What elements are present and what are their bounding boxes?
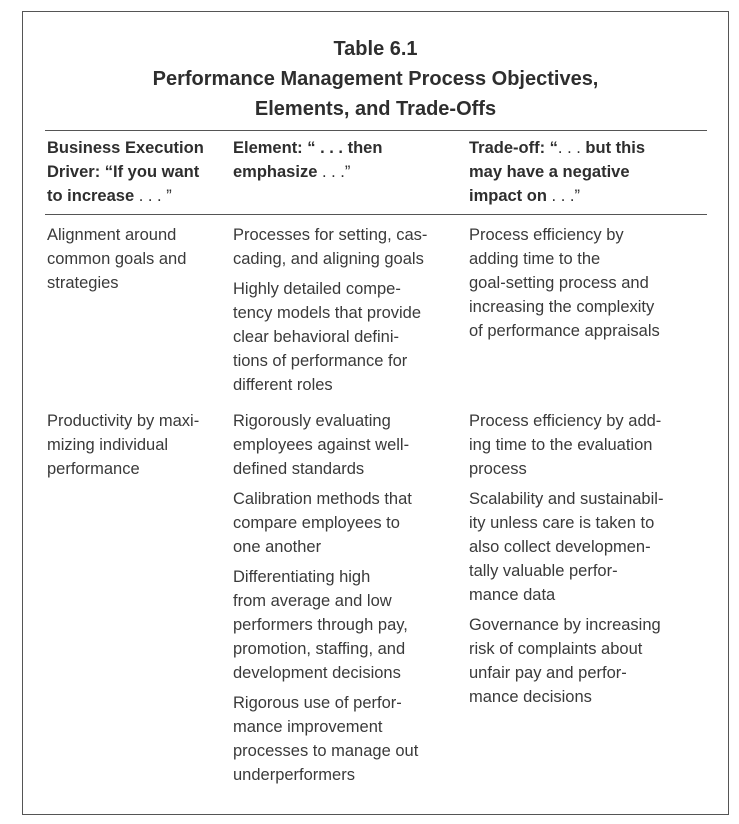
cell-line: clear behavioral defini-	[233, 328, 400, 346]
cell-line: also collect developmen-	[469, 538, 651, 556]
header-text: Trade-off: “	[469, 139, 558, 157]
cell-line: ing time to the evaluation	[469, 436, 653, 454]
element-cell	[233, 223, 458, 403]
cell-line: different roles	[233, 376, 333, 394]
table-title-line: Performance Management Process Objectives,	[152, 68, 599, 90]
element-item	[233, 691, 458, 787]
header-line	[469, 184, 704, 208]
header-line: Driver: “If you want	[47, 163, 200, 181]
header-ellipsis: . . .	[557, 139, 581, 157]
header-ellipsis: . . . ”	[134, 187, 172, 205]
header-text: to increase	[47, 187, 135, 205]
tradeoff-cell	[469, 409, 704, 715]
cell-line: tency models that provide	[233, 304, 422, 322]
driver-cell	[47, 223, 227, 295]
cell-line: Differentiating high	[233, 568, 371, 586]
cell-line: unfair pay and perfor-	[469, 664, 627, 682]
element-cell	[233, 409, 458, 793]
cell-line: common goals and	[47, 250, 187, 268]
element-item	[233, 223, 458, 271]
cell-line: Productivity by maxi-	[47, 412, 200, 430]
cell-line: adding time to the	[469, 250, 601, 268]
header-line: Business Execution	[47, 139, 204, 157]
header-ellipsis: . . .”	[317, 163, 351, 181]
cell-line: cading, and aligning goals	[233, 250, 424, 268]
header-text: impact on	[469, 187, 547, 205]
header-top-rule	[45, 130, 707, 131]
cell-line: Scalability and sustainabil-	[469, 490, 664, 508]
cell-line: mance improvement	[233, 718, 383, 736]
element-item	[233, 565, 458, 685]
tradeoff-item	[469, 409, 704, 481]
cell-line: ity unless care is taken to	[469, 514, 655, 532]
cell-line: underperformers	[233, 766, 355, 784]
cell-line: promotion, staffing, and	[233, 640, 406, 658]
cell-line: of performance appraisals	[469, 322, 660, 340]
header-line	[47, 184, 227, 208]
cell-line: Governance by increasing	[469, 616, 661, 634]
header-line: Element: “ . . . then	[233, 139, 383, 157]
table-caption	[23, 34, 728, 124]
header-text: but this	[580, 139, 645, 157]
table-title	[96, 64, 656, 124]
header-element	[233, 136, 458, 184]
tradeoff-item	[469, 613, 704, 709]
cell-line: Process efficiency by add-	[469, 412, 662, 430]
header-text: emphasize	[233, 163, 318, 181]
cell-line: mance decisions	[469, 688, 592, 706]
cell-line: Rigorously evaluating	[233, 412, 391, 430]
cell-line: tions of performance for	[233, 352, 408, 370]
table-title-line: Elements, and Trade-Offs	[254, 98, 497, 120]
table-number: Table 6.1	[333, 38, 418, 60]
header-trade-off	[469, 136, 704, 208]
cell-line: compare employees to	[233, 514, 400, 532]
cell-line: Highly detailed compe-	[233, 280, 401, 298]
cell-line: Process efficiency by	[469, 226, 624, 244]
cell-line: performers through pay,	[233, 616, 408, 634]
element-item	[233, 487, 458, 559]
tradeoff-cell	[469, 223, 704, 349]
cell-line: mance data	[469, 586, 556, 604]
cell-line: increasing the complexity	[469, 298, 655, 316]
cell-line: risk of complaints about	[469, 640, 643, 658]
element-item	[233, 277, 458, 397]
cell-line: development decisions	[233, 664, 401, 682]
tradeoff-item	[469, 223, 704, 343]
header-ellipsis: . . .”	[546, 187, 580, 205]
cell-line: Calibration methods that	[233, 490, 412, 508]
header-business-execution-driver	[47, 136, 227, 208]
cell-line: goal-setting process and	[469, 274, 649, 292]
cell-line: performance	[47, 460, 140, 478]
cell-line: employees against well-	[233, 436, 410, 454]
cell-line: mizing individual	[47, 436, 169, 454]
header-bottom-rule	[45, 214, 707, 215]
cell-line: Alignment around	[47, 226, 177, 244]
cell-line: one another	[233, 538, 322, 556]
cell-line: Processes for setting, cas-	[233, 226, 428, 244]
cell-line: processes to manage out	[233, 742, 419, 760]
cell-line: defined standards	[233, 460, 365, 478]
cell-line: strategies	[47, 274, 119, 292]
cell-line: tally valuable perfor-	[469, 562, 618, 580]
header-line	[469, 136, 704, 160]
driver-cell	[47, 409, 227, 481]
element-item	[233, 409, 458, 481]
header-line: may have a negative	[469, 163, 630, 181]
cell-line: process	[469, 460, 527, 478]
table-frame	[22, 11, 729, 815]
header-line	[233, 160, 458, 184]
cell-line: Rigorous use of perfor-	[233, 694, 402, 712]
cell-line: from average and low	[233, 592, 392, 610]
tradeoff-item	[469, 487, 704, 607]
